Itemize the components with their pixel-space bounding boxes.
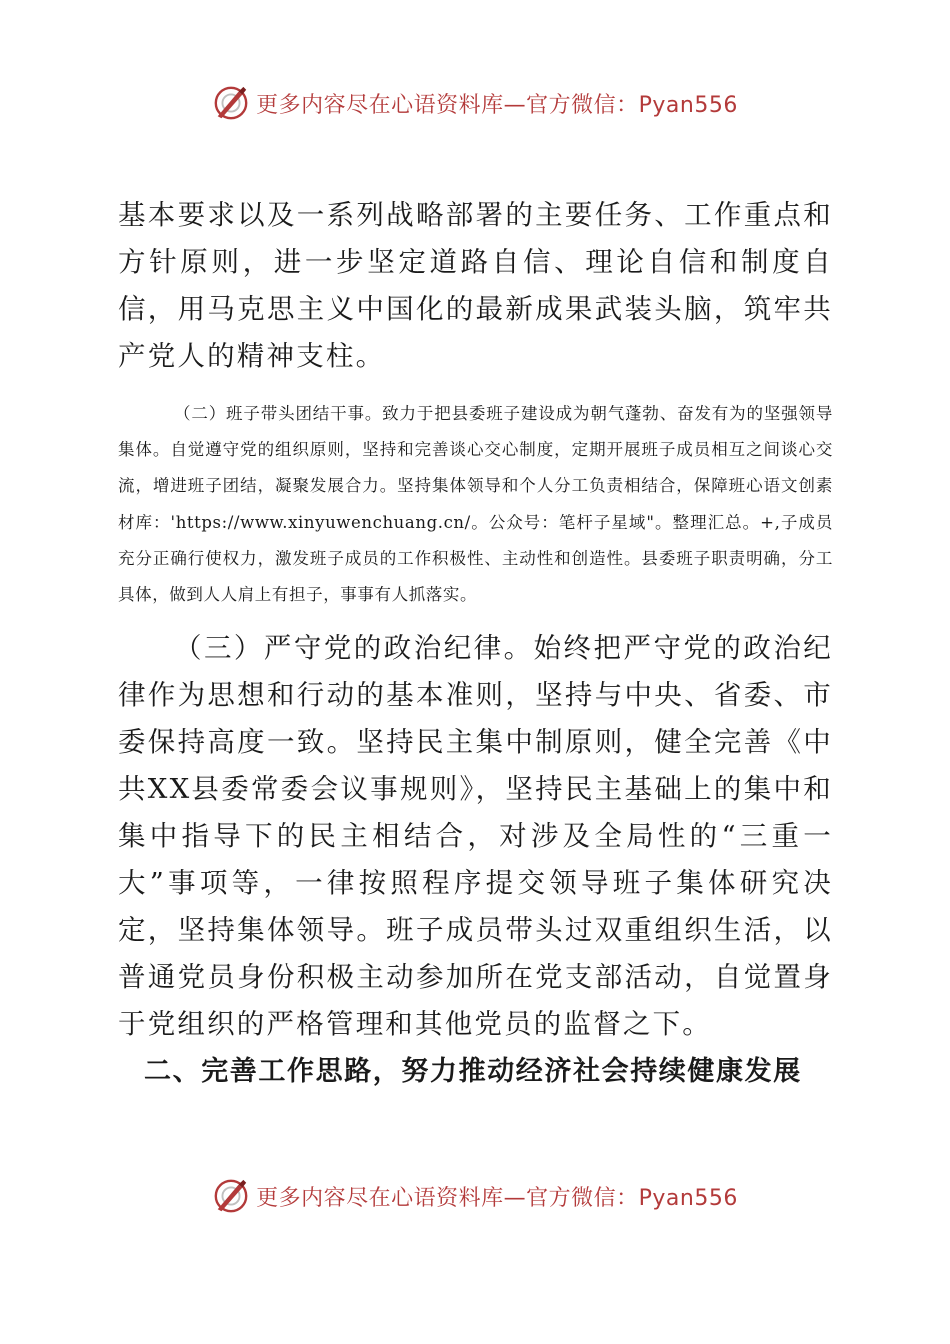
footer-watermark-banner xyxy=(0,1177,950,1215)
section-heading: 二、完善工作思路，努力推动经济社会持续健康发展 xyxy=(144,1056,802,1088)
paragraph-section-2 xyxy=(118,396,833,613)
pen-circle-logo-icon xyxy=(212,1177,250,1215)
watermark-text: 更多内容尽在心语资料库—官方微信：Pyan556 xyxy=(256,92,738,118)
paragraph-section-2-text: （二）班子带头团结干事。致力于把县委班子建设成为朝气蓬勃、奋发有为的坚强领导集体。自觉遵守党的组织原则，坚持和完善谈心交心制度，定期开展班子成员相互之间谈心交流，增进班子团结，凝聚发展合力。坚持集体领导和个人分工负责相结合，保障班心语文创素材库：'https://www.xinyuwenchuang.cn/。公众号：笔杆子星域"。整理汇总。+,子成员充分正确行使权力，激发班子成员的工作积极性、主动性和创造性。县委班子职责明确，分工具体，做到人人肩上有担子，事事有人抓落实。 xyxy=(118,404,833,605)
pen-circle-logo-icon xyxy=(212,84,250,122)
paragraph-section-3: （三）严守党的政治纪律。始终把严守党的政治纪律作为思想和行动的基本准则，坚持与中央、省委、市委保持高度一致。坚持民主集中制原则，健全完善《中共XX县委常委会议事规则》，坚持民主基础上的集中和集中指导下的民主相结合，对涉及全局性的“三重一大”事项等，一律按照程序提交领导班子集体研究决定，坚持集体领导。班子成员带头过双重组织生活，以普通党员身份积极主动参加所在党支部活动，自觉置身于党组织的严格管理和其他党员的监督之下。 xyxy=(118,632,833,1041)
watermark-text: 更多内容尽在心语资料库—官方微信：Pyan556 xyxy=(256,1185,738,1211)
paragraph-continued: 基本要求以及一系列战略部署的主要任务、工作重点和方针原则，进一步坚定道路自信、理论自信和制度自信，用马克思主义中国化的最新成果武装头脑，筑牢共产党人的精神支柱。 xyxy=(118,199,833,372)
document-body xyxy=(118,192,833,1094)
header-watermark-banner xyxy=(0,84,950,122)
